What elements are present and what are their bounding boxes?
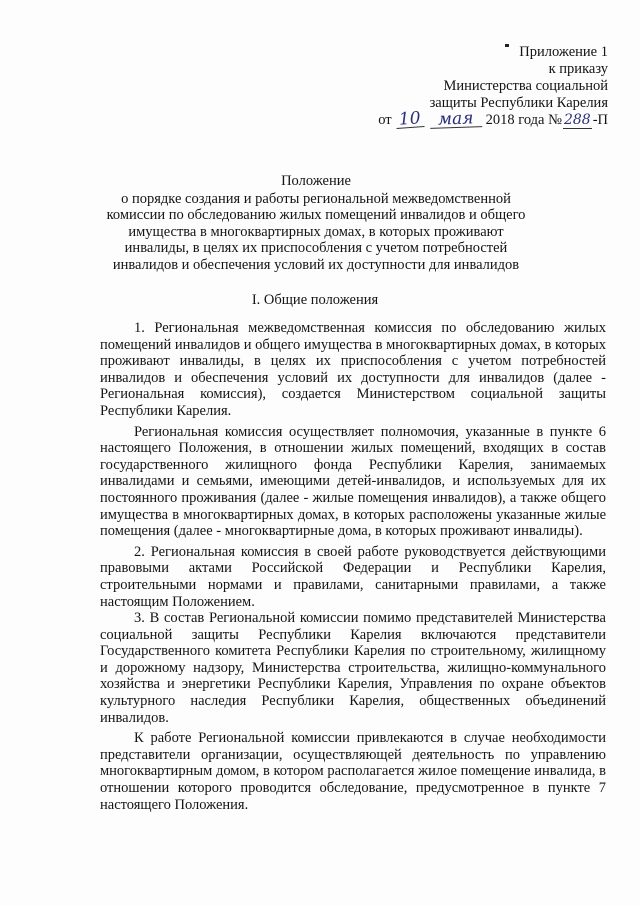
- date-prefix: от: [378, 112, 392, 128]
- handwritten-order-number: 288: [563, 112, 591, 128]
- paragraph-5: К работе Региональной комиссии привлекаются в случае необходимости представители организации, осуществляющей деятельность по управлению многоквартирным домом, в котором располагается жилое помещение инвалида, в отношении которого проводится обследование, предусмотренное в пункте 7 настоящего Положения.: [100, 730, 606, 813]
- document-title: [96, 173, 536, 273]
- appendix-line-3: Министерства социальной: [443, 78, 608, 94]
- paragraph-1: 1. Региональная межведомственная комиссия по обследованию жилых помещений инвалидов и общего имущества в многоквартирных домах, в которых проживают инвалиды, в целях их приспособления с учетом потребностей инвалидов и обеспечения условий их доступности для инвалидов (далее - Региональная комиссия), создается Министерством социальной защиты Республики Карелия.: [100, 320, 606, 419]
- paragraph-3: 2. Региональная комиссия в своей работе руководствуется действующими правовыми актами Российской Федерации и Республики Карелия, строительными нормами и правилами, санитарными правилами, а также настоящим Положением.: [100, 543, 606, 610]
- title-subtitle: о порядке создания и работы региональной межведомственной комиссии по обследованию жилых помещений инвалидов и общего имущества в многоквартирных домах, в которых проживают инвалиды, в целях их приспособления с учетом потребностей инвалидов и обеспечения условий их доступности для инвалидов: [106, 190, 526, 273]
- appendix-date-line: [308, 108, 608, 130]
- section-heading: I. Общие положения: [251, 292, 379, 308]
- paragraph-2: Региональная комиссия осуществляет полномочия, указанные в пункте 6 настоящего Положения, в отношении жилых помещений, входящих в состав государственного жилищного фонда Республики Карелия, занимаемых инвалидами и семьями, имеющими детей-инвалидов, и используемых для их постоянного проживания (далее - жилые помещения инвалидов), а также общего имущества в многоквартирных домах, в которых расположены указанные жилые помещения (далее - многоквартирные дома, в которых проживают инвалиды).: [100, 423, 606, 540]
- appendix-line-2: к приказу: [548, 61, 608, 77]
- paragraph-4: 3. В состав Региональной комиссии помимо представителей Министерства социальной защиты Республики Карелия включаются представители Государственного комитета Республики Карелия по строительному, жилищному и дорожному надзору, Министерства строительства, жилищно-коммунального хозяйства и энергетики Республики Карелия, Управления по охране объектов культурного наследия Республики Карелия, общественных объединений инвалидов.: [100, 610, 606, 726]
- date-year: 2018 года №: [485, 112, 562, 128]
- appendix-header: [308, 44, 608, 129]
- appendix-line-4: защиты Республики Карелия: [429, 95, 608, 111]
- title-heading: Положение: [281, 173, 351, 189]
- document-body: [100, 320, 606, 817]
- appendix-line-1: Приложение 1: [519, 44, 608, 60]
- date-suffix: -П: [592, 112, 608, 128]
- handwritten-month: мая: [429, 111, 481, 129]
- handwritten-day: 10: [396, 111, 425, 129]
